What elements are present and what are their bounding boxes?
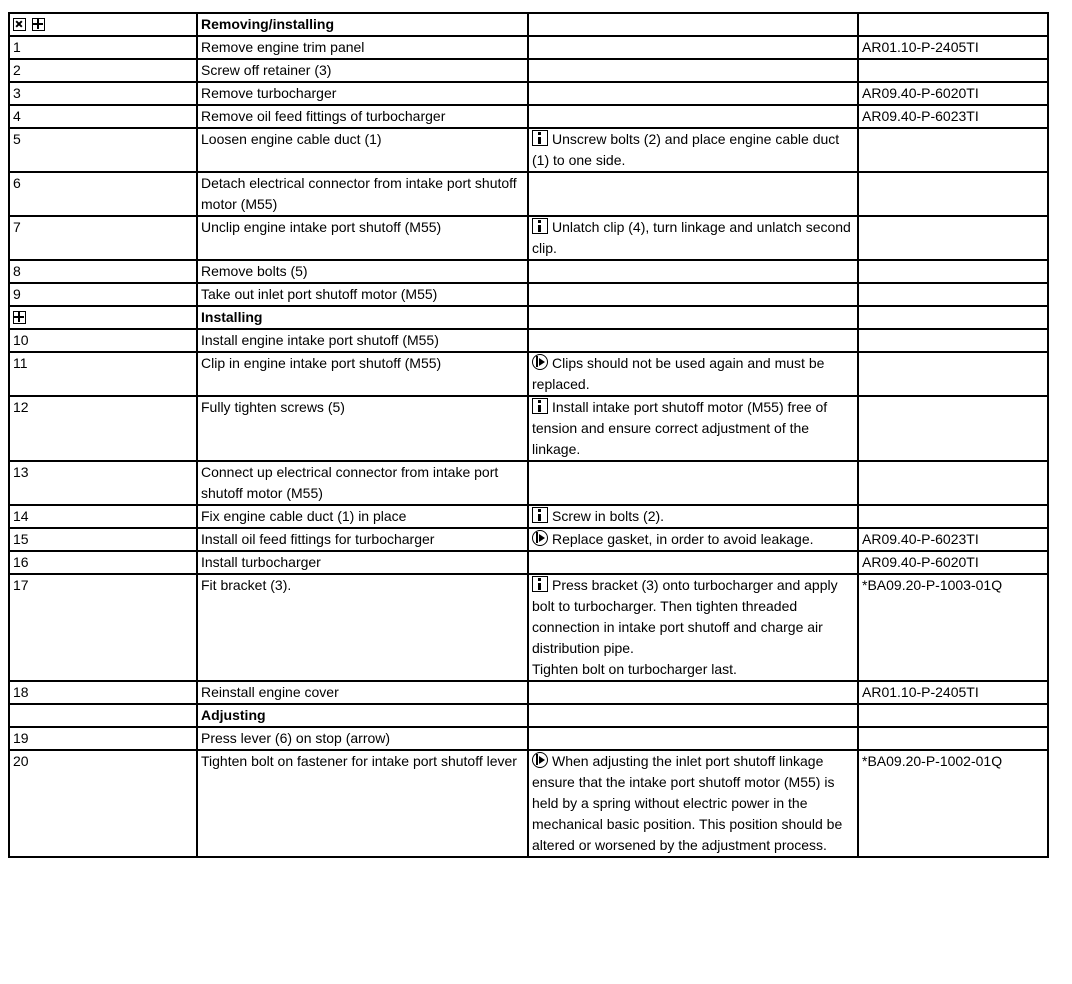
step-note-cell <box>528 750 858 857</box>
installing-row <box>9 306 1048 329</box>
procedure-table <box>8 12 1049 858</box>
step-number: 19 <box>9 727 197 750</box>
step-number: 14 <box>9 505 197 528</box>
table-row <box>9 396 1048 461</box>
reference-link <box>858 727 1048 750</box>
step-note-cell <box>528 551 858 574</box>
table-row <box>9 128 1048 172</box>
step-description: Reinstall engine cover <box>197 681 528 704</box>
step-description: Remove bolts (5) <box>197 260 528 283</box>
step-description: Fully tighten screws (5) <box>197 396 528 461</box>
table-row <box>9 105 1048 128</box>
table-row <box>9 681 1048 704</box>
installing-title: Installing <box>197 306 528 329</box>
step-note-cell <box>528 172 858 216</box>
reference-link <box>858 216 1048 260</box>
empty-cell <box>528 704 858 727</box>
step-description: Connect up electrical connector from intake port shutoff motor (M55) <box>197 461 528 505</box>
step-note: Screw in bolts (2). <box>552 508 665 524</box>
step-note: Unlatch clip (4), turn linkage and unlatch second clip. <box>532 219 851 256</box>
step-description: Install engine intake port shutoff (M55) <box>197 329 528 352</box>
table-row <box>9 505 1048 528</box>
reference-link <box>858 329 1048 352</box>
step-description: Detach electrical connector from intake port shutoff motor (M55) <box>197 172 528 216</box>
step-number: 7 <box>9 216 197 260</box>
empty-cell <box>858 306 1048 329</box>
reference-link <box>858 128 1048 172</box>
step-number: 12 <box>9 396 197 461</box>
step-note-cell <box>528 59 858 82</box>
step-number: 1 <box>9 36 197 59</box>
table-row <box>9 216 1048 260</box>
step-description: Clip in engine intake port shutoff (M55) <box>197 352 528 396</box>
step-number: 6 <box>9 172 197 216</box>
step-note-cell <box>528 128 858 172</box>
info-icon <box>532 398 548 414</box>
step-note: Press bracket (3) onto turbocharger and apply bolt to turbocharger. Then tighten threaded connection in intake port shutoff and charge air distribution pipe. <box>532 577 838 656</box>
info-icon <box>532 130 548 146</box>
empty-cell <box>528 306 858 329</box>
step-description: Press lever (6) on stop (arrow) <box>197 727 528 750</box>
reference-link <box>858 352 1048 396</box>
step-note: Replace gasket, in order to avoid leakage. <box>552 531 814 547</box>
step-number: 4 <box>9 105 197 128</box>
adjusting-row <box>9 704 1048 727</box>
reference-link[interactable]: AR01.10-P-2405TI <box>858 681 1048 704</box>
step-note-cell <box>528 283 858 306</box>
step-note: Unscrew bolts (2) and place engine cable duct (1) to one side. <box>532 131 840 168</box>
reference-link[interactable]: AR09.40-P-6020TI <box>858 82 1048 105</box>
reference-link <box>858 59 1048 82</box>
step-number: 8 <box>9 260 197 283</box>
reference-link[interactable]: *BA09.20-P-1003-01Q <box>858 574 1048 681</box>
reference-link[interactable]: AR09.40-P-6023TI <box>858 528 1048 551</box>
step-note-extra: Tighten bolt on turbocharger last. <box>532 661 737 677</box>
reference-link <box>858 461 1048 505</box>
step-number: 10 <box>9 329 197 352</box>
step-number: 15 <box>9 528 197 551</box>
step-note-cell <box>528 681 858 704</box>
step-description: Install oil feed fittings for turbocharger <box>197 528 528 551</box>
table-row <box>9 82 1048 105</box>
step-note-cell <box>528 36 858 59</box>
removing-installing-row <box>9 13 1048 36</box>
reference-link <box>858 396 1048 461</box>
step-note: Clips should not be used again and must be replaced. <box>532 355 825 392</box>
step-note-cell <box>528 329 858 352</box>
step-number: 16 <box>9 551 197 574</box>
table-row <box>9 551 1048 574</box>
step-description: Fit bracket (3). <box>197 574 528 681</box>
reference-link <box>858 505 1048 528</box>
removing-installing-title: Removing/installing <box>197 13 528 36</box>
step-number: 9 <box>9 283 197 306</box>
info-icon <box>532 507 548 523</box>
table-row <box>9 172 1048 216</box>
step-note-cell <box>528 82 858 105</box>
step-note-cell <box>528 260 858 283</box>
step-description: Unclip engine intake port shutoff (M55) <box>197 216 528 260</box>
step-number: 20 <box>9 750 197 857</box>
step-number: 11 <box>9 352 197 396</box>
step-description: Install turbocharger <box>197 551 528 574</box>
table-row <box>9 36 1048 59</box>
table-row <box>9 59 1048 82</box>
info-icon <box>532 218 548 234</box>
step-note-cell <box>528 352 858 396</box>
step-note: When adjusting the inlet port shutoff linkage ensure that the intake port shutoff motor (M55) is held by a spring without electric power in the mechanical basic position. This position should be altered or worsened by the adjustment process. <box>532 753 843 853</box>
step-description: Screw off retainer (3) <box>197 59 528 82</box>
table-row <box>9 283 1048 306</box>
installing-icon <box>13 311 26 324</box>
step-description: Remove oil feed fittings of turbocharger <box>197 105 528 128</box>
step-note-cell <box>528 574 858 681</box>
step-number: 17 <box>9 574 197 681</box>
table-row <box>9 260 1048 283</box>
reference-link[interactable]: AR09.40-P-6023TI <box>858 105 1048 128</box>
step-number: 3 <box>9 82 197 105</box>
removing-icon <box>13 18 26 31</box>
table-row <box>9 574 1048 681</box>
step-description: Tighten bolt on fastener for intake port shutoff lever <box>197 750 528 857</box>
empty-cell <box>858 13 1048 36</box>
note-icon <box>532 752 548 768</box>
info-icon <box>532 576 548 592</box>
reference-link[interactable]: AR01.10-P-2405TI <box>858 36 1048 59</box>
step-description: Remove engine trim panel <box>197 36 528 59</box>
step-note-cell <box>528 105 858 128</box>
step-description: Loosen engine cable duct (1) <box>197 128 528 172</box>
table-row <box>9 461 1048 505</box>
note-icon <box>532 530 548 546</box>
section-icon-cell <box>9 13 197 36</box>
step-number: 13 <box>9 461 197 505</box>
step-note: Install intake port shutoff motor (M55) free of tension and ensure correct adjustment of the linkage. <box>532 399 828 457</box>
table-row <box>9 352 1048 396</box>
step-note-cell <box>528 505 858 528</box>
table-row <box>9 329 1048 352</box>
step-number: 2 <box>9 59 197 82</box>
step-number: 5 <box>9 128 197 172</box>
step-description: Take out inlet port shutoff motor (M55) <box>197 283 528 306</box>
reference-link[interactable]: *BA09.20-P-1002-01Q <box>858 750 1048 857</box>
note-icon <box>532 354 548 370</box>
step-note-cell <box>528 216 858 260</box>
table-row <box>9 750 1048 857</box>
reference-link[interactable]: AR09.40-P-6020TI <box>858 551 1048 574</box>
step-description: Fix engine cable duct (1) in place <box>197 505 528 528</box>
reference-link <box>858 260 1048 283</box>
reference-link <box>858 172 1048 216</box>
step-note-cell <box>528 461 858 505</box>
step-note-cell <box>528 396 858 461</box>
installing-icon <box>32 18 45 31</box>
step-note-cell <box>528 528 858 551</box>
section-icon-cell <box>9 704 197 727</box>
adjusting-title: Adjusting <box>197 704 528 727</box>
step-number: 18 <box>9 681 197 704</box>
step-note-cell <box>528 727 858 750</box>
table-row <box>9 528 1048 551</box>
empty-cell <box>528 13 858 36</box>
reference-link <box>858 283 1048 306</box>
step-description: Remove turbocharger <box>197 82 528 105</box>
section-icon-cell <box>9 306 197 329</box>
empty-cell <box>858 704 1048 727</box>
table-row <box>9 727 1048 750</box>
